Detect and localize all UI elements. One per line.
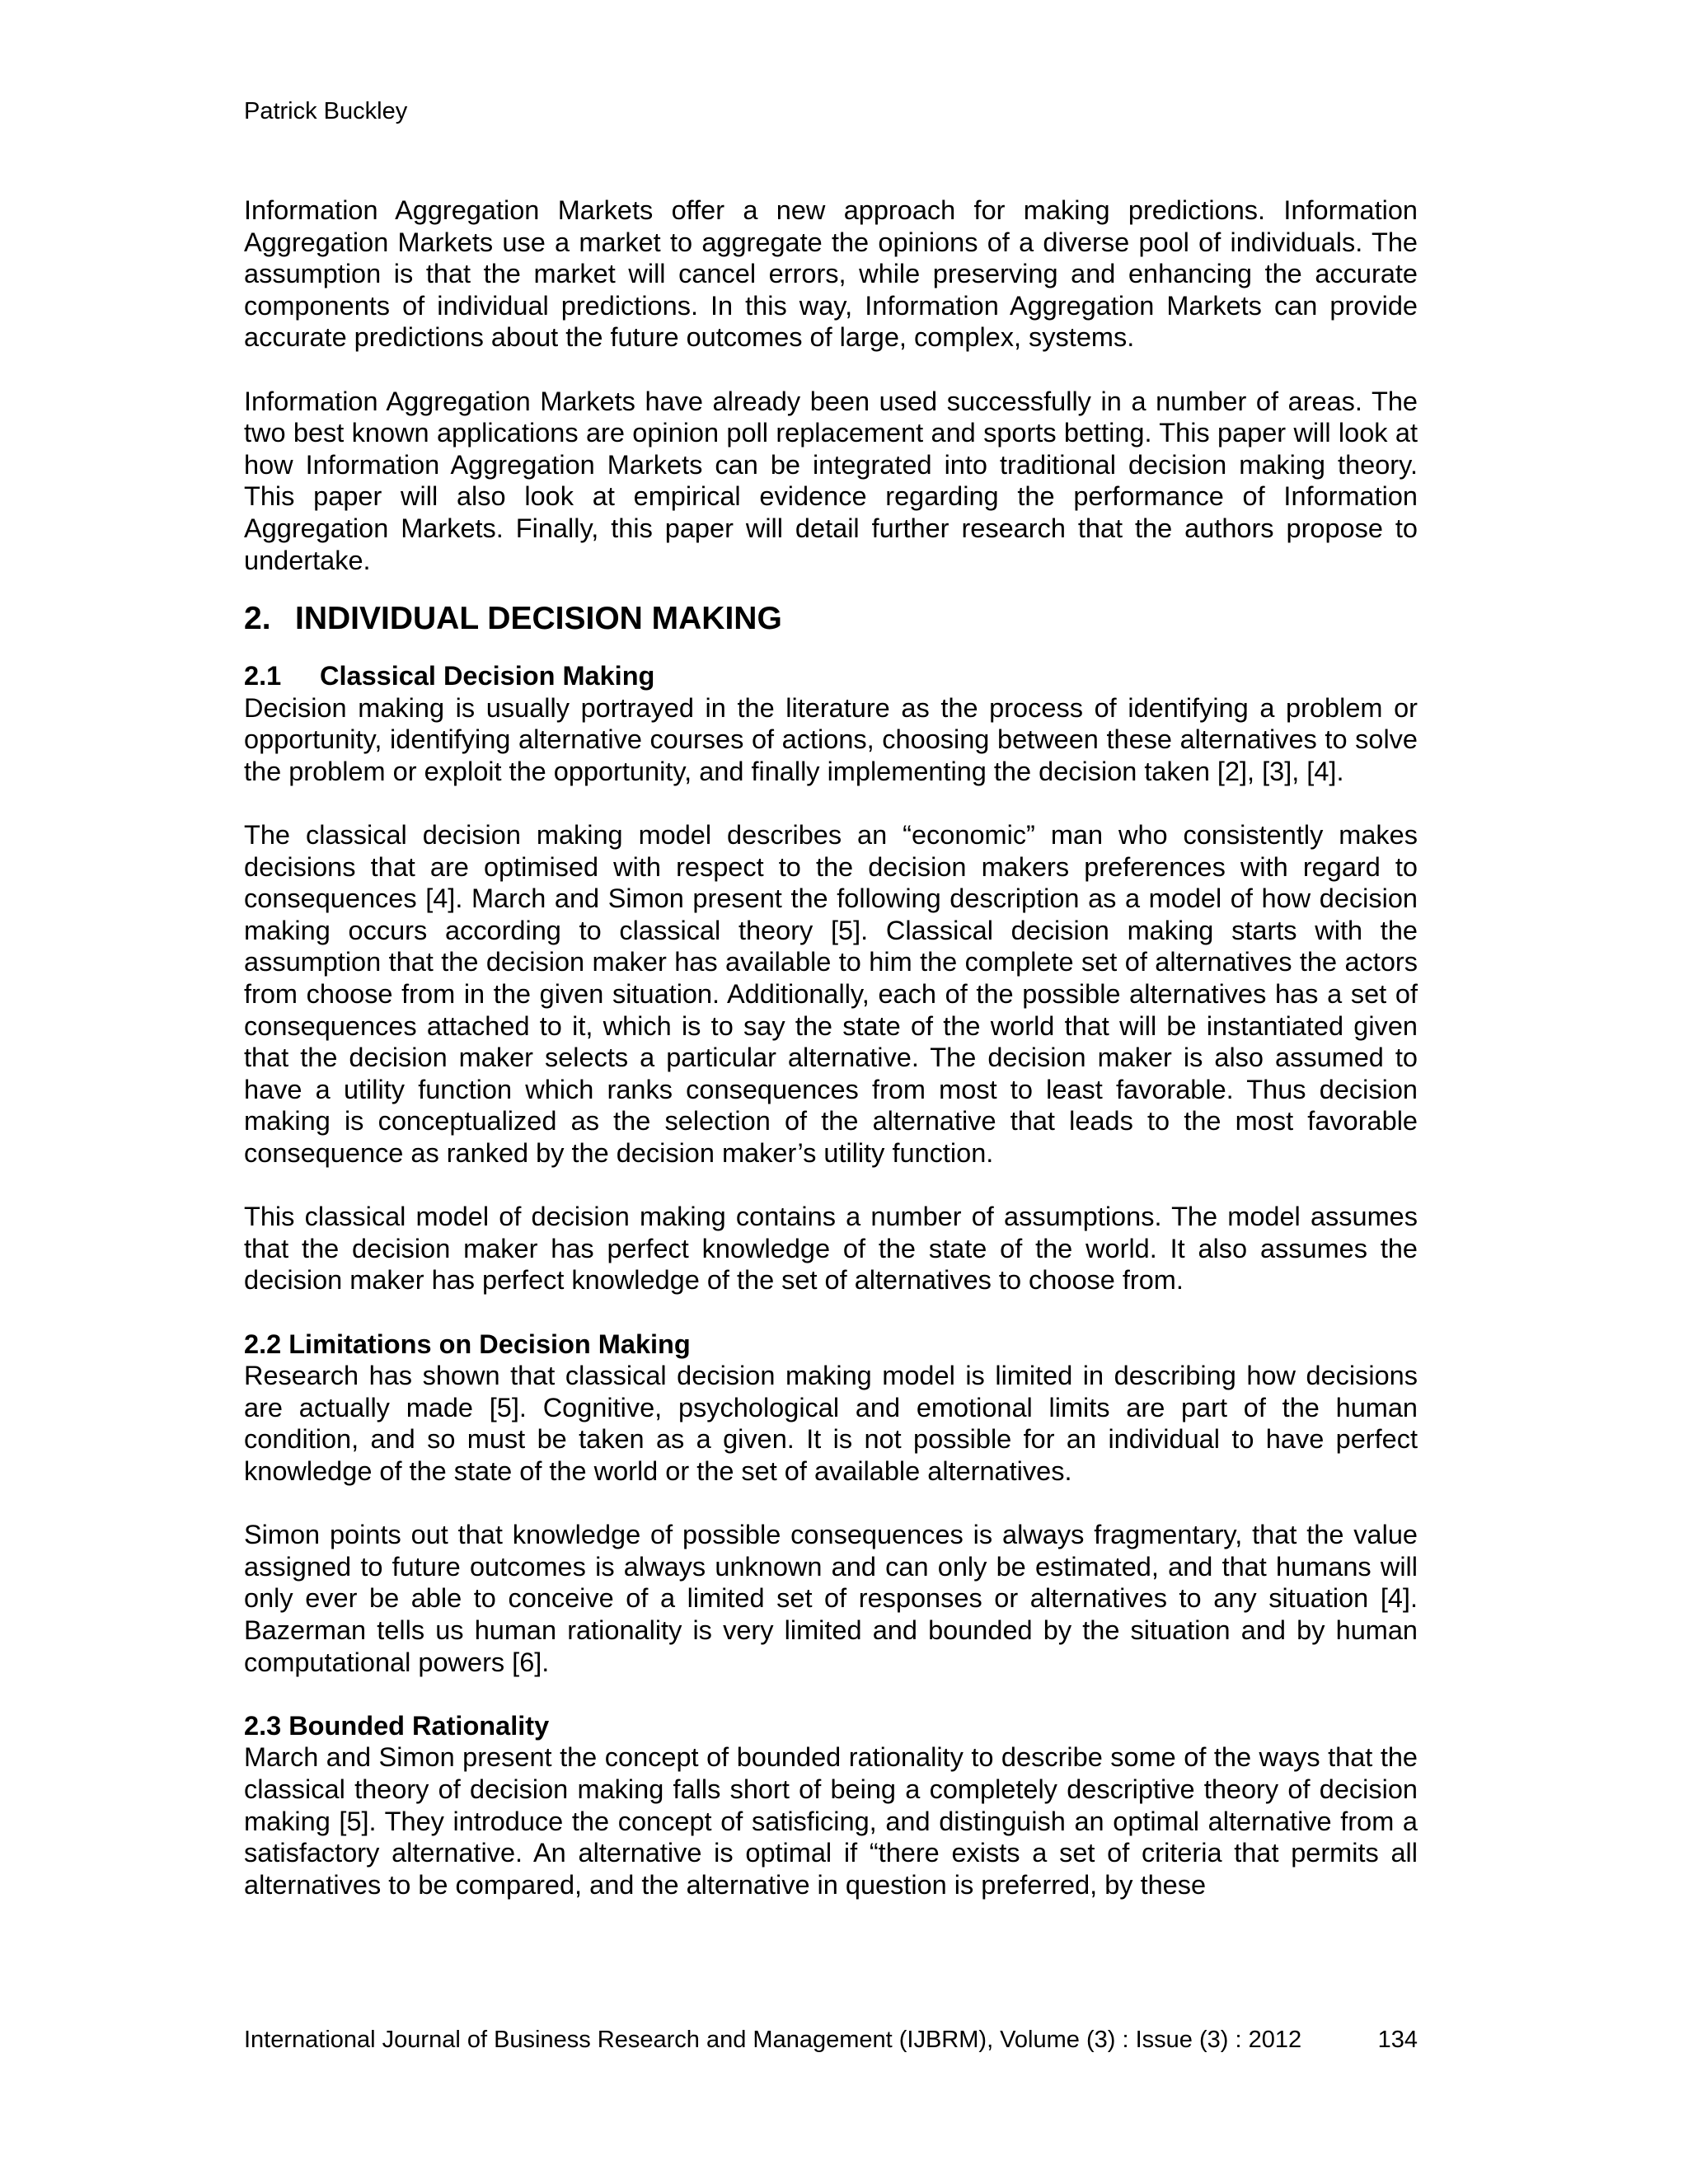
subsection-2-1-paragraph-2: The classical decision making model describes an “economic” man who consistently makes decisions that are optimised with respect to the decision makers preferences with regard to consequences [4]. March and Simon present the following description as a model of how decision making occurs according to classical theory [5]. Classical decision making starts with the assumption that the decision maker has available to him the complete set of alternatives the actors from choose from in the given situation. Additionally, each of the possible alternatives has a set of consequences attached to it, which is to say the state of the world that will be instantiated given that the decision maker selects a particular alternative. The decision maker is also assumed to have a utility function which ranks consequences from most to least favorable. Thus decision making is conceptualized as the selection of the alternative that leads to the most favorable consequence as ranked by the decision maker’s utility function. — [244, 820, 1418, 1169]
subsection-2-2-heading: 2.2 Limitations on Decision Making — [244, 1329, 691, 1359]
intro-paragraph-2: Information Aggregation Markets have already been used successfully in a number of areas. The two best known applications are opinion poll replacement and sports betting. This paper will look at how Information Aggregation Markets can be integrated into traditional decision making theory. This paper will also look at empirical evidence regarding the performance of Information Aggregation Markets. Finally, this paper will detail further research that the authors propose to undertake. — [244, 386, 1418, 575]
subsection-2-2-paragraph-1: Research has shown that classical decision making model is limited in describing how decisions are actually made [5]. Cognitive, psychological and emotional limits are part of the human condition, and so must be taken as a given. It is not possible for an individual to have perfect knowledge of the state of the world or the set of available alternatives. — [244, 1361, 1418, 1486]
section-2-number: 2. — [244, 601, 271, 637]
section-2-heading — [244, 601, 1418, 637]
intro-paragraph-1: Information Aggregation Markets offer a new approach for making predictions. Information Aggregation Markets use a market to aggregate the opinions of a diverse pool of individuals. The assumption is that the market will cancel errors, while preserving and enhancing the accurate components of individual predictions. In this way, Information Aggregation Markets can provide accurate predictions about the future outcomes of large, complex, systems. — [244, 195, 1418, 353]
footer-journal-citation: International Journal of Business Research and Management (IJBRM), Volume (3) : Issue (3) : 2012 — [244, 2027, 1302, 2053]
running-header-author: Patrick Buckley — [244, 98, 408, 124]
subsection-2-1-title: Classical Decision Making — [320, 661, 655, 691]
section-2-title: INDIVIDUAL DECISION MAKING — [295, 601, 782, 637]
paper-body — [244, 194, 1418, 1933]
subsection-2-3-heading: 2.3 Bounded Rationality — [244, 1710, 550, 1741]
subsection-2-1-paragraph-1: Decision making is usually portrayed in the literature as the process of identifying a problem or opportunity, identifying alternative courses of actions, choosing between these alternatives to solve the problem or exploit the opportunity, and finally implementing the decision taken [2], [3], [4]. — [244, 692, 1418, 786]
subsection-2-1-heading — [244, 660, 1418, 692]
subsection-2-2-paragraph-2: Simon points out that knowledge of possible consequences is always fragmentary, that the value assigned to future outcomes is always unknown and can only be estimated, and that humans will only ever be able to conceive of a limited set of responses or alternatives to any situation [4]. Bazerman tells us human rationality is very limited and bounded by the situation and by human computational powers [6]. — [244, 1520, 1418, 1677]
footer-page-number: 134 — [1377, 2027, 1418, 2053]
subsection-2-1-number: 2.1 — [244, 661, 282, 691]
subsection-2-3-paragraph-1: March and Simon present the concept of bounded rationality to describe some of the ways that the classical theory of decision making falls short of being a completely descriptive theory of decision making [5]. They introduce the concept of satisficing, and distinguish an optimal alternative from a satisfactory alternative. An alternative is optimal if “there exists a set of criteria that permits all alternatives to be compared, and the alternative in question is preferred, by these — [244, 1742, 1418, 1900]
subsection-2-1-paragraph-3: This classical model of decision making contains a number of assumptions. The model assumes that the decision maker has perfect knowledge of the state of the world. It also assumes the decision maker has perfect knowledge of the set of alternatives to choose from. — [244, 1202, 1418, 1296]
